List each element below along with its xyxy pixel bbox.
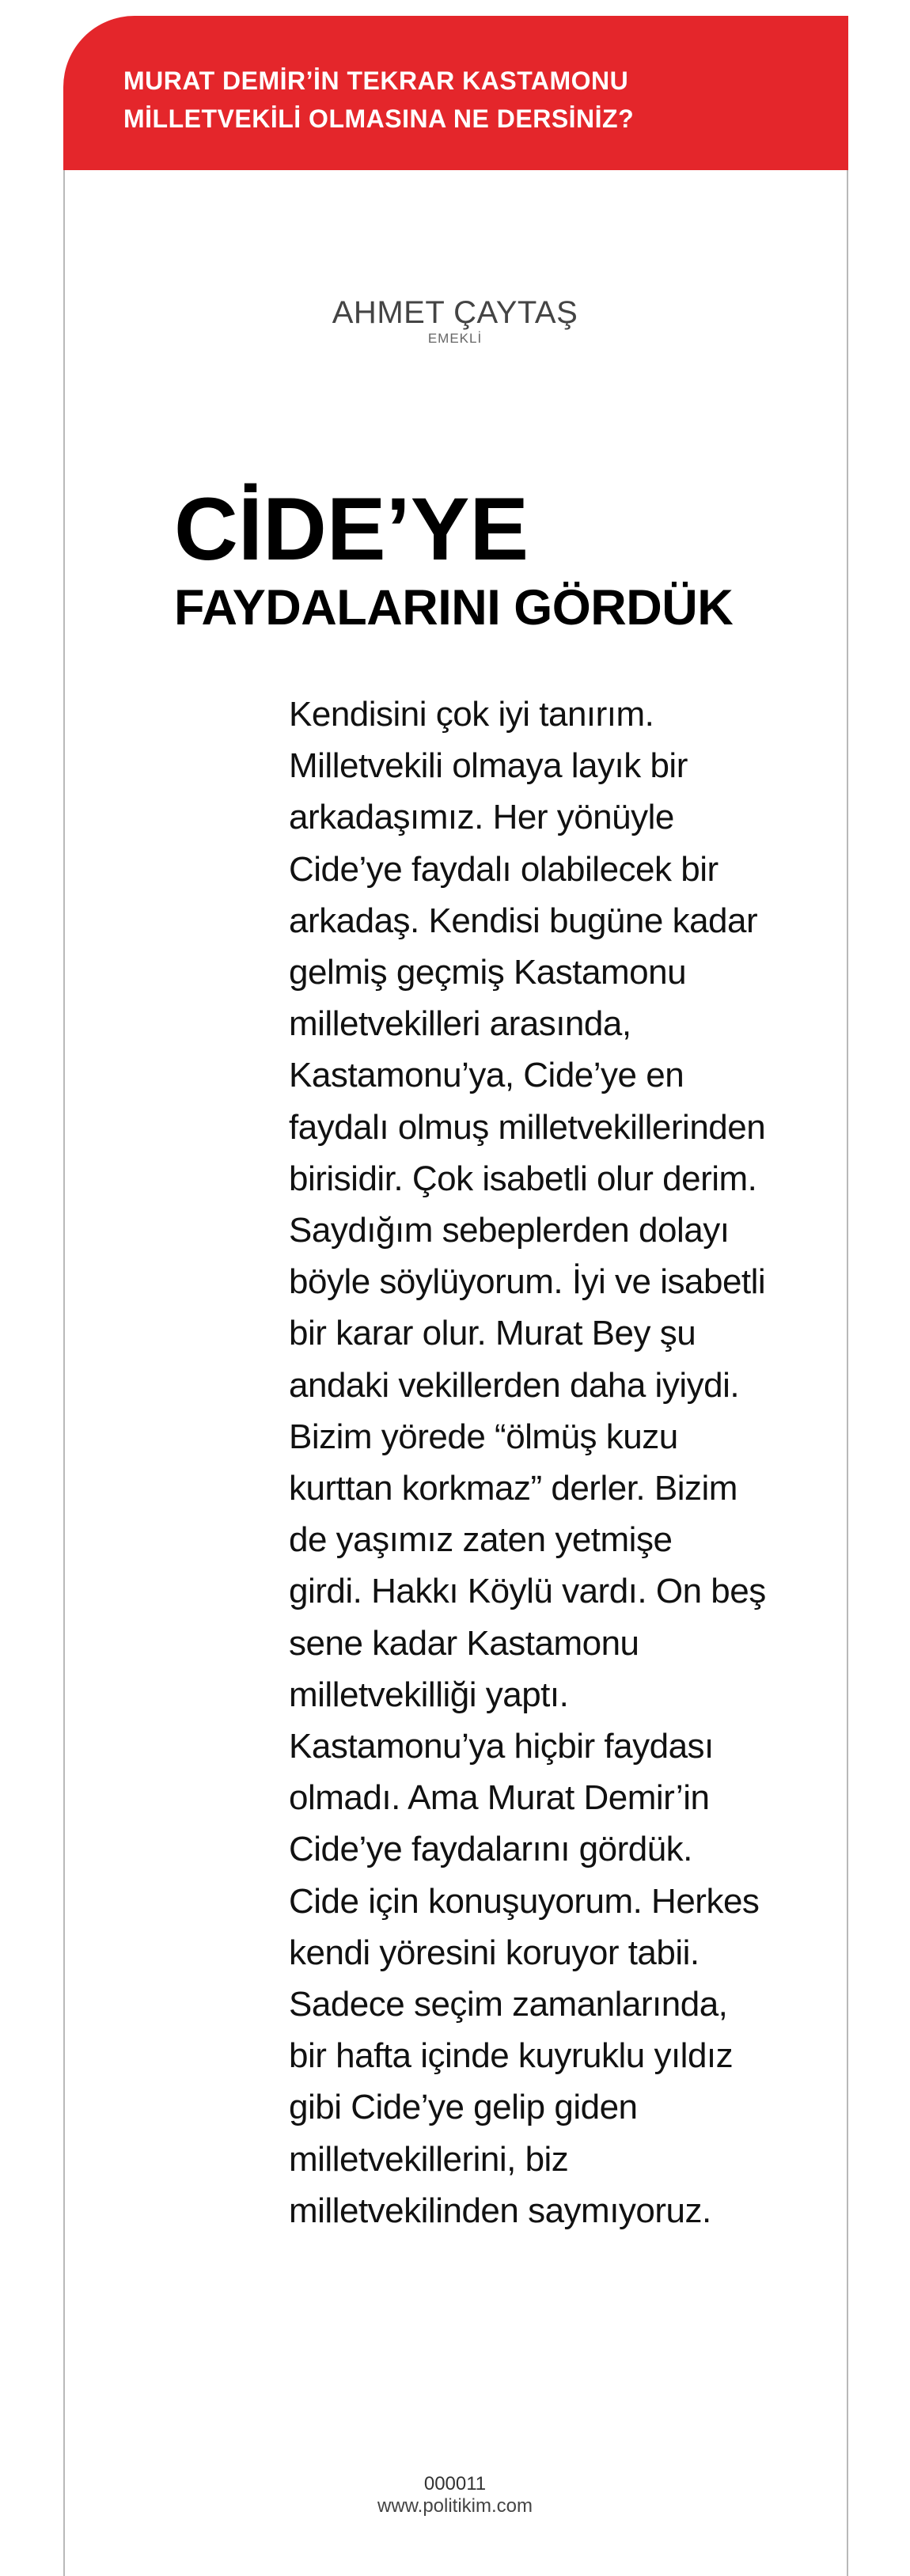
body-line: Bizim yörede “ölmüş kuzu <box>289 1417 678 1456</box>
page-footer <box>0 2473 910 2517</box>
body-line: Cide’ye faydalarını gördük. <box>289 1830 692 1869</box>
frame-right-border <box>847 170 848 2576</box>
body-line: milletvekilleri arasında, <box>289 1004 631 1044</box>
body-line: olmadı. Ama Murat Demir’in <box>289 1778 710 1818</box>
body-line: Saydığım sebeplerden dolayı <box>289 1211 730 1250</box>
body-line: Kastamonu’ya hiçbir faydası <box>289 1727 714 1766</box>
body-line: Cide’ye faydalı olabilecek bir <box>289 849 719 889</box>
body-line: milletvekillerini, biz <box>289 2139 569 2179</box>
question-banner <box>63 16 848 170</box>
headline-sub: FAYDALARINI GÖRDÜK <box>174 580 734 635</box>
body-line: milletvekilliği yaptı. <box>289 1675 569 1714</box>
banner-line-2: MİLLETVEKİLİ OLMASINA NE DERSİNİZ? <box>123 104 635 133</box>
body-line: Kastamonu’ya, Cide’ye en <box>289 1056 684 1095</box>
body-line: bir karar olur. Murat Bey şu <box>289 1314 696 1353</box>
body-line: böyle söylüyorum. İyi ve isabetli <box>289 1262 766 1302</box>
article-body <box>289 689 787 2236</box>
body-line: Milletvekili olmaya layık bir <box>289 746 688 786</box>
banner-line-1: MURAT DEMİR’İN TEKRAR KASTAMONU <box>123 66 629 95</box>
article-headline <box>174 480 791 636</box>
body-line: gibi Cide’ye gelip giden <box>289 2088 638 2127</box>
body-line: girdi. Hakkı Köylü vardı. On beş <box>289 1572 766 1611</box>
footer-page-code: 000011 <box>423 2473 487 2494</box>
body-line: kendi yöresini koruyor tabii. <box>289 1933 700 1972</box>
body-line: faydalı olmuş milletvekillerinden <box>289 1107 766 1147</box>
headline-main: CİDE’YE <box>174 480 529 579</box>
body-line: milletvekilinden saymıyoruz. <box>289 2191 711 2230</box>
author-role: EMEKLİ <box>427 331 483 346</box>
body-line: arkadaş. Kendisi bugüne kadar <box>289 901 758 940</box>
body-line: Sadece seçim zamanlarında, <box>289 1985 728 2024</box>
body-line: Cide için konuşuyorum. Herkes <box>289 1881 760 1921</box>
footer-website: www.politikim.com <box>377 2495 533 2517</box>
frame-left-border <box>63 170 65 2576</box>
body-line: sene kadar Kastamonu <box>289 1623 639 1663</box>
author-name: AHMET ÇAYTAŞ <box>332 295 578 330</box>
body-line: kurttan korkmaz” derler. Bizim <box>289 1469 737 1508</box>
body-line: bir hafta içinde kuyruklu yıldız <box>289 2036 734 2076</box>
body-line: arkadaşımız. Her yönüyle <box>289 798 674 837</box>
body-line: andaki vekillerden daha iyiydi. <box>289 1365 740 1405</box>
body-line: gelmiş geçmiş Kastamonu <box>289 953 687 992</box>
author-block <box>0 295 910 347</box>
body-line: de yaşımız zaten yetmişe <box>289 1520 673 1560</box>
body-line: birisidir. Çok isabetli olur derim. <box>289 1159 757 1198</box>
body-line: Kendisini çok iyi tanırım. <box>289 695 654 734</box>
